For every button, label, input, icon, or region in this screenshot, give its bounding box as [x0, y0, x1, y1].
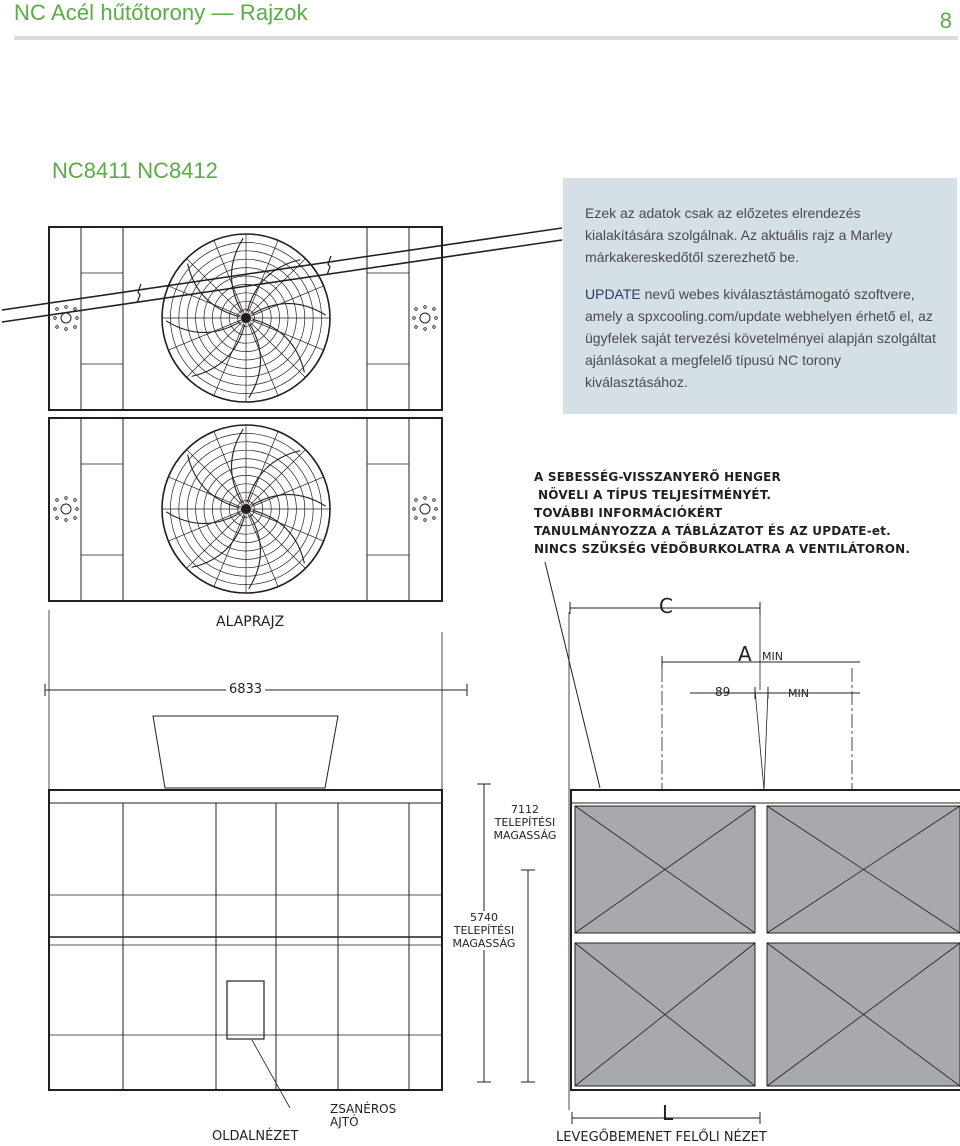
page-number: 8	[939, 8, 952, 33]
height-7112-line2: MAGASSÁG	[493, 829, 557, 842]
update-brand: UPDATE	[585, 286, 641, 302]
hinged-door-line2: AJTÓ	[330, 1115, 359, 1129]
dimension-c-label: C	[659, 594, 673, 618]
dimension-89-label: 89	[715, 685, 731, 699]
header-title: NC Acél hűtőtorony — Rajzok	[14, 0, 308, 25]
note-line-4: TANULMÁNYOZZA A TÁBLÁZATOT ÉS AZ UPDATE-et.	[534, 524, 891, 538]
height-7112-value: 7112	[511, 803, 539, 816]
height-5740-line1: TELEPÍTÉSI	[453, 924, 515, 937]
fan-lower	[162, 425, 330, 593]
air-inlet-view-label: LEVEGŐBEMENET FELŐLI NÉZET	[556, 1130, 767, 1145]
info-paragraph-2-text: nevű webes kiválasztástámogató szoftvere, amely a spxcooling.com/update webhelyen érhető el, az ügyfelek saját tervezési követelményei alapján szolgáltat ajánlásokat a megfelelő típusú NC torony kiválasztásához.	[585, 286, 936, 390]
side-view	[45, 610, 535, 1108]
note-line-5: NINCS SZÜKSÉG VÉDŐBURKOLATRA A VENTILÁTORON.	[534, 542, 911, 556]
width-dimension-value: 6833	[226, 683, 265, 696]
note-line-1: A SEBESSÉG-VISSZANYERŐ HENGER	[534, 470, 781, 484]
dimension-l-label: L	[662, 1101, 674, 1125]
height-5740-label	[446, 911, 522, 950]
height-7112-line1: TELEPÍTÉSI	[494, 816, 556, 829]
fan-upper	[162, 234, 330, 402]
air-inlet-view	[569, 602, 960, 1124]
note-line-3: TOVÁBBI INFORMÁCIÓKÉRT	[534, 506, 723, 520]
height-5740-line2: MAGASSÁG	[452, 937, 516, 950]
side-view-label: OLDALNÉZET	[212, 1129, 299, 1144]
hinged-door-line1: ZSANÉROS	[330, 1102, 397, 1116]
dimension-a-label: A	[738, 642, 752, 666]
info-paragraph-1: Ezek az adatok csak az előzetes elrendezés kialakítására szolgálnak. Az aktuális rajz a Marley márkakereskedőtől szerezhető be.	[585, 205, 893, 265]
note-leader-line	[545, 562, 600, 788]
plan-cell-lower	[49, 418, 442, 601]
model-title: NC8411 NC8412	[52, 158, 218, 183]
hinged-door-label	[330, 1103, 396, 1129]
dimension-a-min-label: MIN	[762, 650, 783, 663]
height-7112-label	[488, 803, 562, 842]
dimension-min-label: MIN	[788, 687, 809, 700]
plan-view-label: ALAPRAJZ	[216, 614, 285, 630]
design-notes	[534, 468, 910, 558]
height-5740-value: 5740	[470, 911, 498, 924]
note-line-2: NÖVELI A TÍPUS TELJESÍTMÉNYÉT.	[538, 488, 772, 502]
